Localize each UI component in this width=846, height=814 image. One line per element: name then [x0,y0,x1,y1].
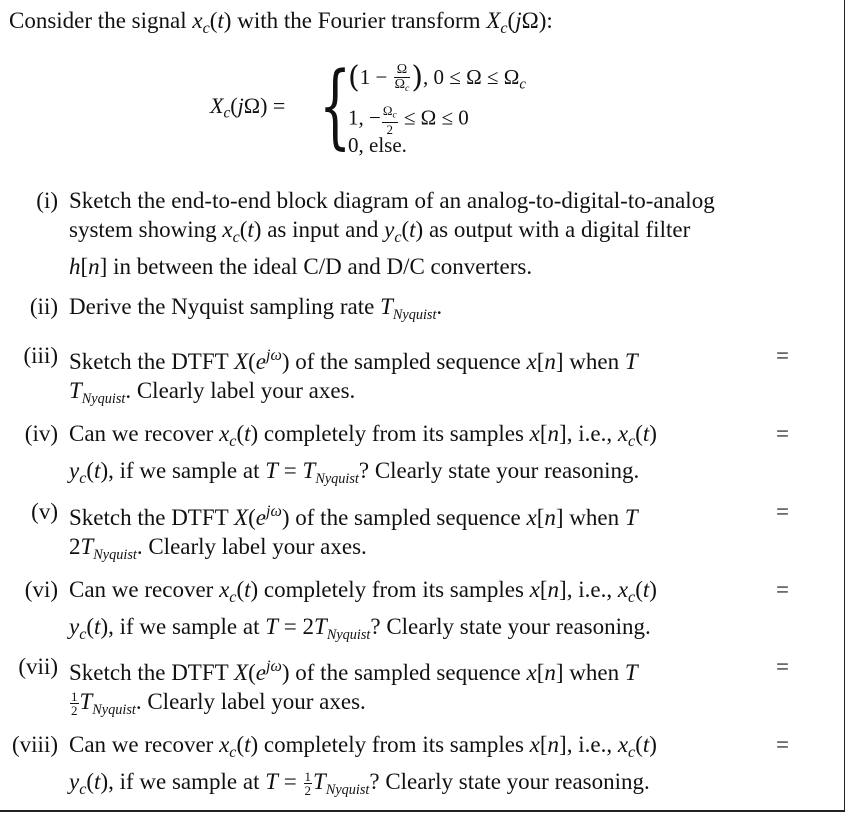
question-text: Derive the Nyquist sampling rate $T_{Nyquist}$. [69,294,443,323]
equation-case-2: 1, − $\frac{\Omega_c}{2}$ ≤ Ω ≤ 0 [348,103,469,137]
question-text: Sketch the DTFT $X(e^{j\omega})$ of the sampled sequence x[n] when T = $T_{Nyquist}$. Clearly label your axes. [69,343,789,407]
equation-case-3: 0, else. [348,133,407,157]
intro-text-suffix: : [546,8,553,33]
question-label: (vii) [18,654,58,679]
question-label: (vi) [24,577,58,602]
question-text: Sketch the DTFT $X(e^{j\omega})$ of the sampled sequence x[n] when T = $\frac{1}{2}$ $T_{Nyquist}$. Clearly label your axes. [69,654,789,719]
question-label: (v) [31,499,58,524]
question-text: Sketch the end-to-end block diagram of an analog-to-digital-to-analog system showing $x_c(t)$ as input and $y_c(t)$ as output with a digital filter h[n] in between the ideal C/D and D/C converters. [69,188,715,279]
question-text: Sketch the DTFT $X(e^{j\omega})$ of the sampled sequence x[n] when T = $2T_{Nyquist}$. Clearly label your axes. [69,499,789,563]
fourier-transform-symbol: $X_c(j\Omega)$ [486,8,547,37]
equation-lhs: $X_c(j\Omega)$ = [210,93,286,122]
question-text: Can we recover $x_c(t)$ completely from its samples x[n], i.e., $x_c(t)$ = $y_c(t)$, if we sample at T = $\frac{1}{2}$ $T_{Nyquist}$? Clearly state your reasoning. [69,732,789,799]
question-text: Can we recover $x_c(t)$ completely from its samples x[n], i.e., $x_c(t)$ = $y_c(t)$, if we sample at $T = T_{Nyquist}$? Clearly state your reasoning. [69,421,789,487]
problem-intro [9,6,553,44]
question-text: Can we recover $x_c(t)$ completely from its samples x[n], i.e., $x_c(t)$ = $y_c(t)$, if we sample at $T = 2T_{Nyquist}$? Clearly state your reasoning. [69,577,789,643]
signal-xc-t: $x_c(t)$ [192,8,232,37]
intro-text-mid: with the Fourier transform [231,8,487,33]
equation-case-1: (1 − $\frac{\Omega}{\Omega_c}$ ), $0 \le \Omega \le \Omega_c$ [348,60,526,95]
question-label: (ii) [29,294,58,319]
question-label: (viii) [12,732,58,757]
intro-text-prefix: Consider the signal [9,8,193,33]
question-label: (i) [36,188,58,213]
left-brace: { [319,52,352,159]
question-label: (iii) [23,343,58,368]
question-label: (iv) [24,421,58,446]
